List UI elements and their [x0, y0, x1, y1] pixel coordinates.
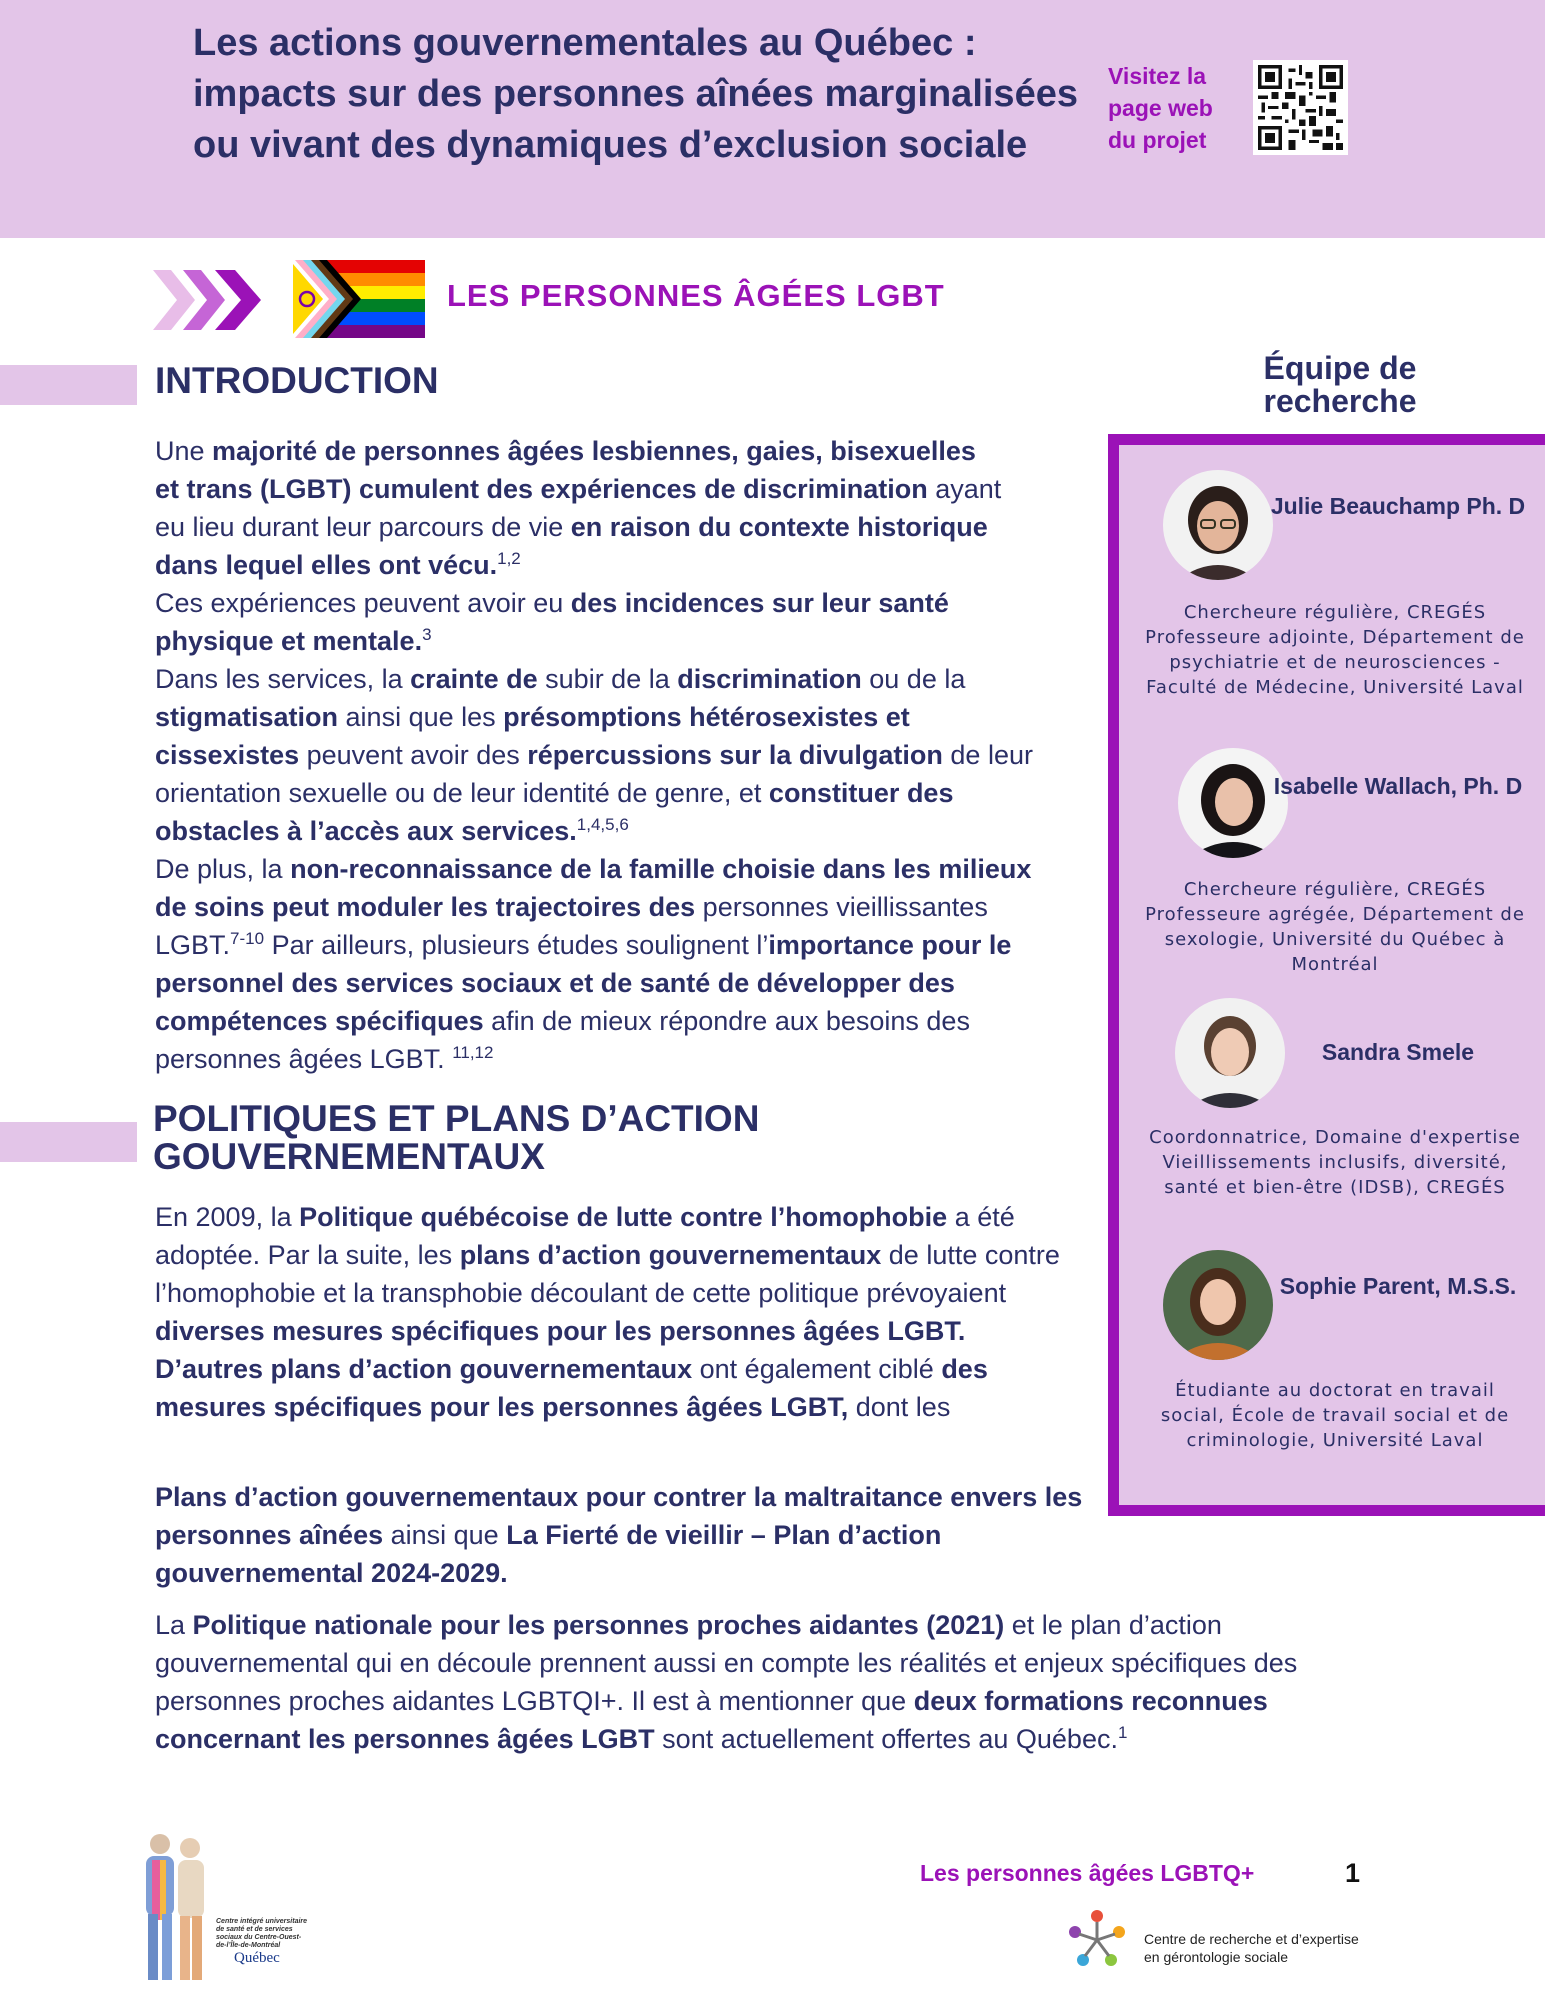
politiques-heading: POLITIQUES ET PLANS D’ACTION GOUVERNEMENTAUX [153, 1098, 760, 1177]
chevron-arrows-icon [153, 265, 273, 335]
progress-pride-flag-icon [293, 260, 425, 338]
team-title: Équipe de recherche [1263, 350, 1417, 419]
intro-paragraph-1: Une majorité de personnes âgées lesbiennes, gaies, bisexuelles et trans (LGBT) cumulent des expériences de discrimination ayant eu lieu durant leur parcours de vie en raison du contexte historique dans lequel elles ont vécu.$^{1,2}$ [155, 436, 1002, 580]
introduction-heading: INTRODUCTION [155, 360, 439, 401]
intro-paragraph-3: Dans les services, la crainte de subir de la discrimination ou de la stigmatisation ainsi que les présomptions hétérosexistes et cissexistes peuvent avoir des répercussions sur la divulgation de leur orientation sexuelle ou de leur identité de genre, et constituer des obstacles à l’accès aux services.$^{1,4,5,6}$ [155, 664, 1033, 846]
qr-code-icon[interactable] [1253, 60, 1348, 155]
member-role: Chercheure régulière, CREGÉS Professeure agrégée, Département de sexologie, Université du Québec à Montréal [1145, 879, 1525, 975]
creges-logo-icon [1065, 1908, 1130, 1973]
avatar-isabelle-wallach [1178, 748, 1288, 858]
ciusss-couple-illustration-icon [128, 1830, 228, 1985]
intro-paragraph-2: Ces expériences peuvent avoir eu des incidences sur leur santé physique et mentale.$^3$ [155, 588, 949, 656]
member-role: Étudiante au doctorat en travail social, École de travail social et de criminologie, Université Laval [1160, 1380, 1510, 1451]
intro-paragraph-4: De plus, la non-reconnaissance de la famille choisie dans les milieux de soins peut moduler les trajectoires des personnes vieillissantes LGBT.$^{7-10}$ Par ailleurs, plusieurs études soulignent l’importance pour le personnel des services sociaux et de santé de développer des compétences spécifiques afin de mieux répondre aux besoins des personnes âgées LGBT. $^{11,12}$ [155, 854, 1032, 1074]
creges-logo-text: Centre de recherche et d’expertise en gérontologie sociale [1144, 1931, 1359, 1965]
politiques-paragraph-3: La Politique nationale pour les personnes proches aidantes (2021) et le plan d’action gouvernemental qui en découle prennent aussi en compte les réalités et enjeux spécifiques des personnes proches aidantes LGBTQI+. Il est à mentionner que deux formations reconnues concernant les personnes âgées LGBT sont actuellement offertes au Québec.$^1$ [155, 1610, 1298, 1754]
document-title: Les actions gouvernementales au Québec : impacts sur des personnes aînées marginalisées ou vivant des dynamiques d’exclusion sociale [193, 22, 1078, 166]
member-name: Sophie Parent, M.S.S. [1279, 1273, 1517, 1299]
heading-accent-bar [0, 365, 137, 405]
section-banner-title: LES PERSONNES ÂGÉES LGBT [447, 278, 945, 313]
ciusss-logo-text: Centre intégré universitaire de santé et de services sociaux du Centre-Ouest-de-l’Île-de-Montréal [216, 1918, 308, 1949]
member-name: Sandra Smele [1321, 1039, 1475, 1065]
politiques-paragraph-1: En 2009, la Politique québécoise de lutte contre l’homophobie a été adoptée. Par la suite, les plans d’action gouvernementaux de lutte contre l’homophobie et la transphobie découlant de cette politique prévoyaient diverses mesures spécifiques pour les personnes âgées LGBT. D’autres plans d’action gouvernementaux ont également ciblé des mesures spécifiques pour les personnes âgées LGBT, dont les [155, 1202, 1060, 1422]
heading-accent-bar [0, 1122, 137, 1162]
member-role: Coordonnatrice, Domaine d'expertise Vieillissements inclusifs, diversité, santé et bien-être (IDSB), CREGÉS [1149, 1127, 1521, 1198]
quebec-logo-text: Québec [234, 1950, 280, 1966]
visit-project-link[interactable]: Visitez la page web du projet [1108, 63, 1213, 153]
avatar-julie-beauchamp [1163, 470, 1273, 580]
footer-label: Les personnes âgées LGBTQ+ [920, 1860, 1255, 1886]
avatar-sophie-parent [1163, 1250, 1273, 1360]
page-number: 1 [1345, 1858, 1361, 1888]
member-name: Isabelle Wallach, Ph. D [1273, 773, 1523, 799]
member-role: Chercheure régulière, CREGÉS Professeure adjointe, Département de psychiatrie et de neurosciences - Faculté de Médecine, Université Laval [1145, 602, 1525, 698]
politiques-paragraph-2: Plans d’action gouvernementaux pour contrer la maltraitance envers les personnes aînées ainsi que La Fierté de vieillir – Plan d’action gouvernemental 2024-2029. [155, 1482, 1083, 1588]
member-name: Julie Beauchamp Ph. D [1270, 493, 1526, 519]
header-band [0, 0, 1545, 238]
